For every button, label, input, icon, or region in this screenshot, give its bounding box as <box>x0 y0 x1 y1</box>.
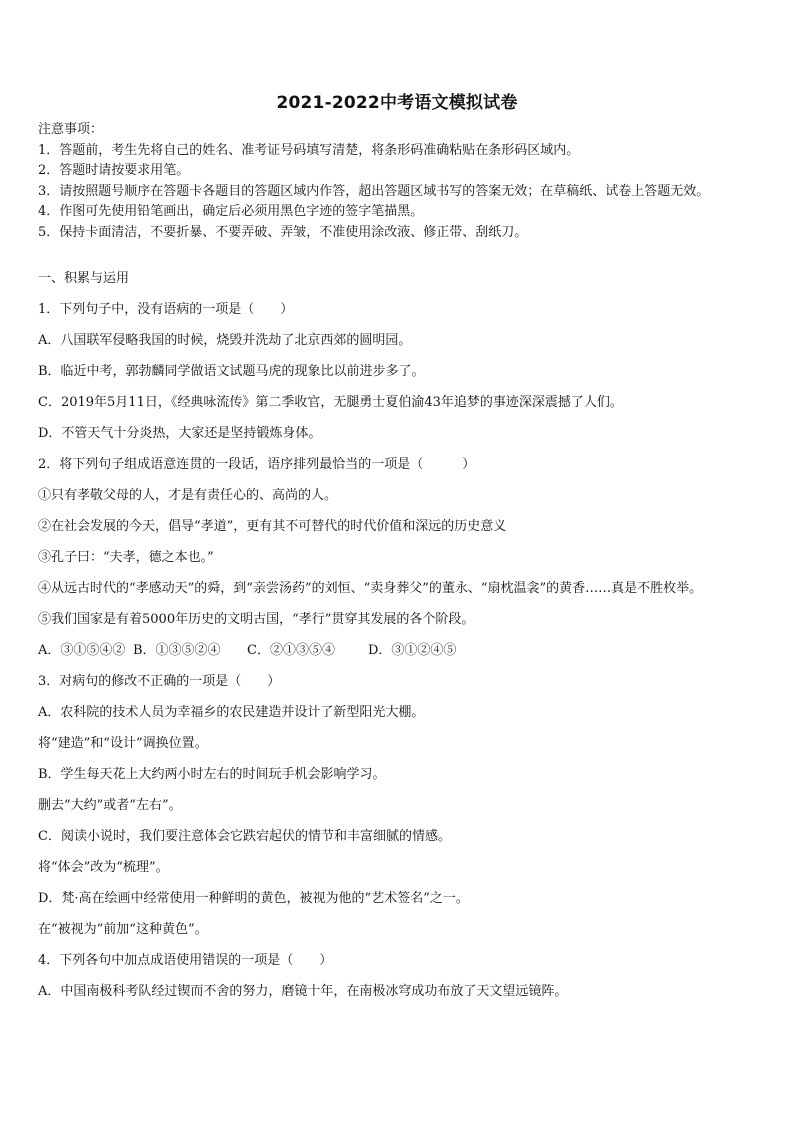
question-2-option-d: D．③①②④⑤ <box>368 643 457 658</box>
question-3-stem: 3．对病句的修改不正确的一项是（ ） <box>38 674 281 689</box>
question-2-sentence-3: ③孔子曰：“夫孝，德之本也。” <box>38 550 214 565</box>
question-3-option-c: C．阅读小说时，我们要注意体会它跌宕起伏的情节和丰富细腻的情感。 <box>38 829 451 844</box>
notice-block <box>38 120 768 244</box>
question-4-stem: 4．下列各句中加点成语使用错误的一项是（ ） <box>38 953 333 968</box>
question-4-option-a: A．中国南极科考队经过锲而不舍的努力，磨镜十年，在南极冰穹成功布放了天文望远镜阵。 <box>38 984 568 999</box>
question-2-option-c: C．②①③⑤④ <box>247 643 335 658</box>
question-1-stem: 1．下列句子中，没有语病的一项是（ ） <box>38 302 294 317</box>
notice-item: 4．作图可先使用铅笔画出，确定后必须用黑色字迹的签字笔描黑。 <box>38 204 424 220</box>
question-2-sentence-2: ②在社会发展的今天，倡导“孝道”，更有其不可替代的时代价值和深远的历史意义 <box>38 519 507 534</box>
question-1-option-c: C．2019年5月11日，《经典咏流传》第二季收官，无腿勇士夏伯渝43年追梦的事迹深深震撼了人们。 <box>38 395 623 410</box>
question-2-option-b: B．①③⑤②④ <box>133 643 221 658</box>
question-3-option-b: B．学生每天花上大约两小时左右的时间玩手机会影响学习。 <box>38 767 386 782</box>
notice-heading: 注意事项： <box>38 122 104 137</box>
question-3-option-b-fix: 删去“大约”或者“左右”。 <box>38 798 182 813</box>
question-3-option-a: A．农科院的技术人员为幸福乡的农民建造并设计了新型阳光大棚。 <box>38 705 425 720</box>
question-1-option-d: D．不管天气十分炎热，大家还是坚持锻炼身体。 <box>38 426 322 441</box>
question-2-sentence-1: ①只有孝敬父母的人，才是有责任心的、高尚的人。 <box>38 488 338 503</box>
section-heading: 一、积累与运用 <box>38 271 130 286</box>
notice-item: 1．答题前，考生先将自己的姓名、准考证号码填写清楚，将条形码准确粘贴在条形码区域内。 <box>38 142 580 158</box>
question-2-options <box>38 635 760 666</box>
notice-item: 2．答题时请按要求用笔。 <box>38 163 190 179</box>
section-accumulation <box>38 263 760 1007</box>
question-2-sentence-5: ⑤我们国家是有着5000年历史的文明古国，“孝行”贯穿其发展的各个阶段。 <box>38 612 475 627</box>
question-3-option-d: D．梵·高在绘画中经常使用一种鲜明的黄色，被视为他的“艺术签名”之一。 <box>38 891 469 906</box>
question-3-option-c-fix: 将“体会”改为“梳理”。 <box>38 860 169 875</box>
exam-title: 2021-2022中考语文模拟试卷 <box>276 93 518 113</box>
question-3-option-d-fix: 在“被视为”前加“这种黄色”。 <box>38 922 208 937</box>
notice-item: 3．请按照题号顺序在答题卡各题目的答题区域内作答，超出答题区域书写的答案无效；在草稿纸、试卷上答题无效。 <box>38 183 710 199</box>
notice-item: 5．保持卡面清洁，不要折暴、不要弄破、弄皱，不准使用涂改液、修正带、刮纸刀。 <box>38 224 528 240</box>
question-1-option-b: B．临近中考，郭勃麟同学做语文试题马虎的现象比以前进步多了。 <box>38 364 425 379</box>
question-2-option-a: A．③①⑤④② <box>38 643 126 658</box>
question-3-option-a-fix: 将“建造”和“设计”调换位置。 <box>38 736 208 751</box>
question-2-sentence-4: ④从远古时代的“孝感动天”的舜，到“亲尝汤药”的刘恒、“卖身葬父”的董永、“扇枕温衾”的黄香……真是不胜枚举。 <box>38 581 703 596</box>
question-2-stem: 2．将下列句子组成语意连贯的一段话，语序排列最恰当的一项是（ ） <box>38 457 476 472</box>
question-1-option-a: A．八国联军侵略我国的时候，烧毁并洗劫了北京西郊的圆明园。 <box>38 333 412 348</box>
